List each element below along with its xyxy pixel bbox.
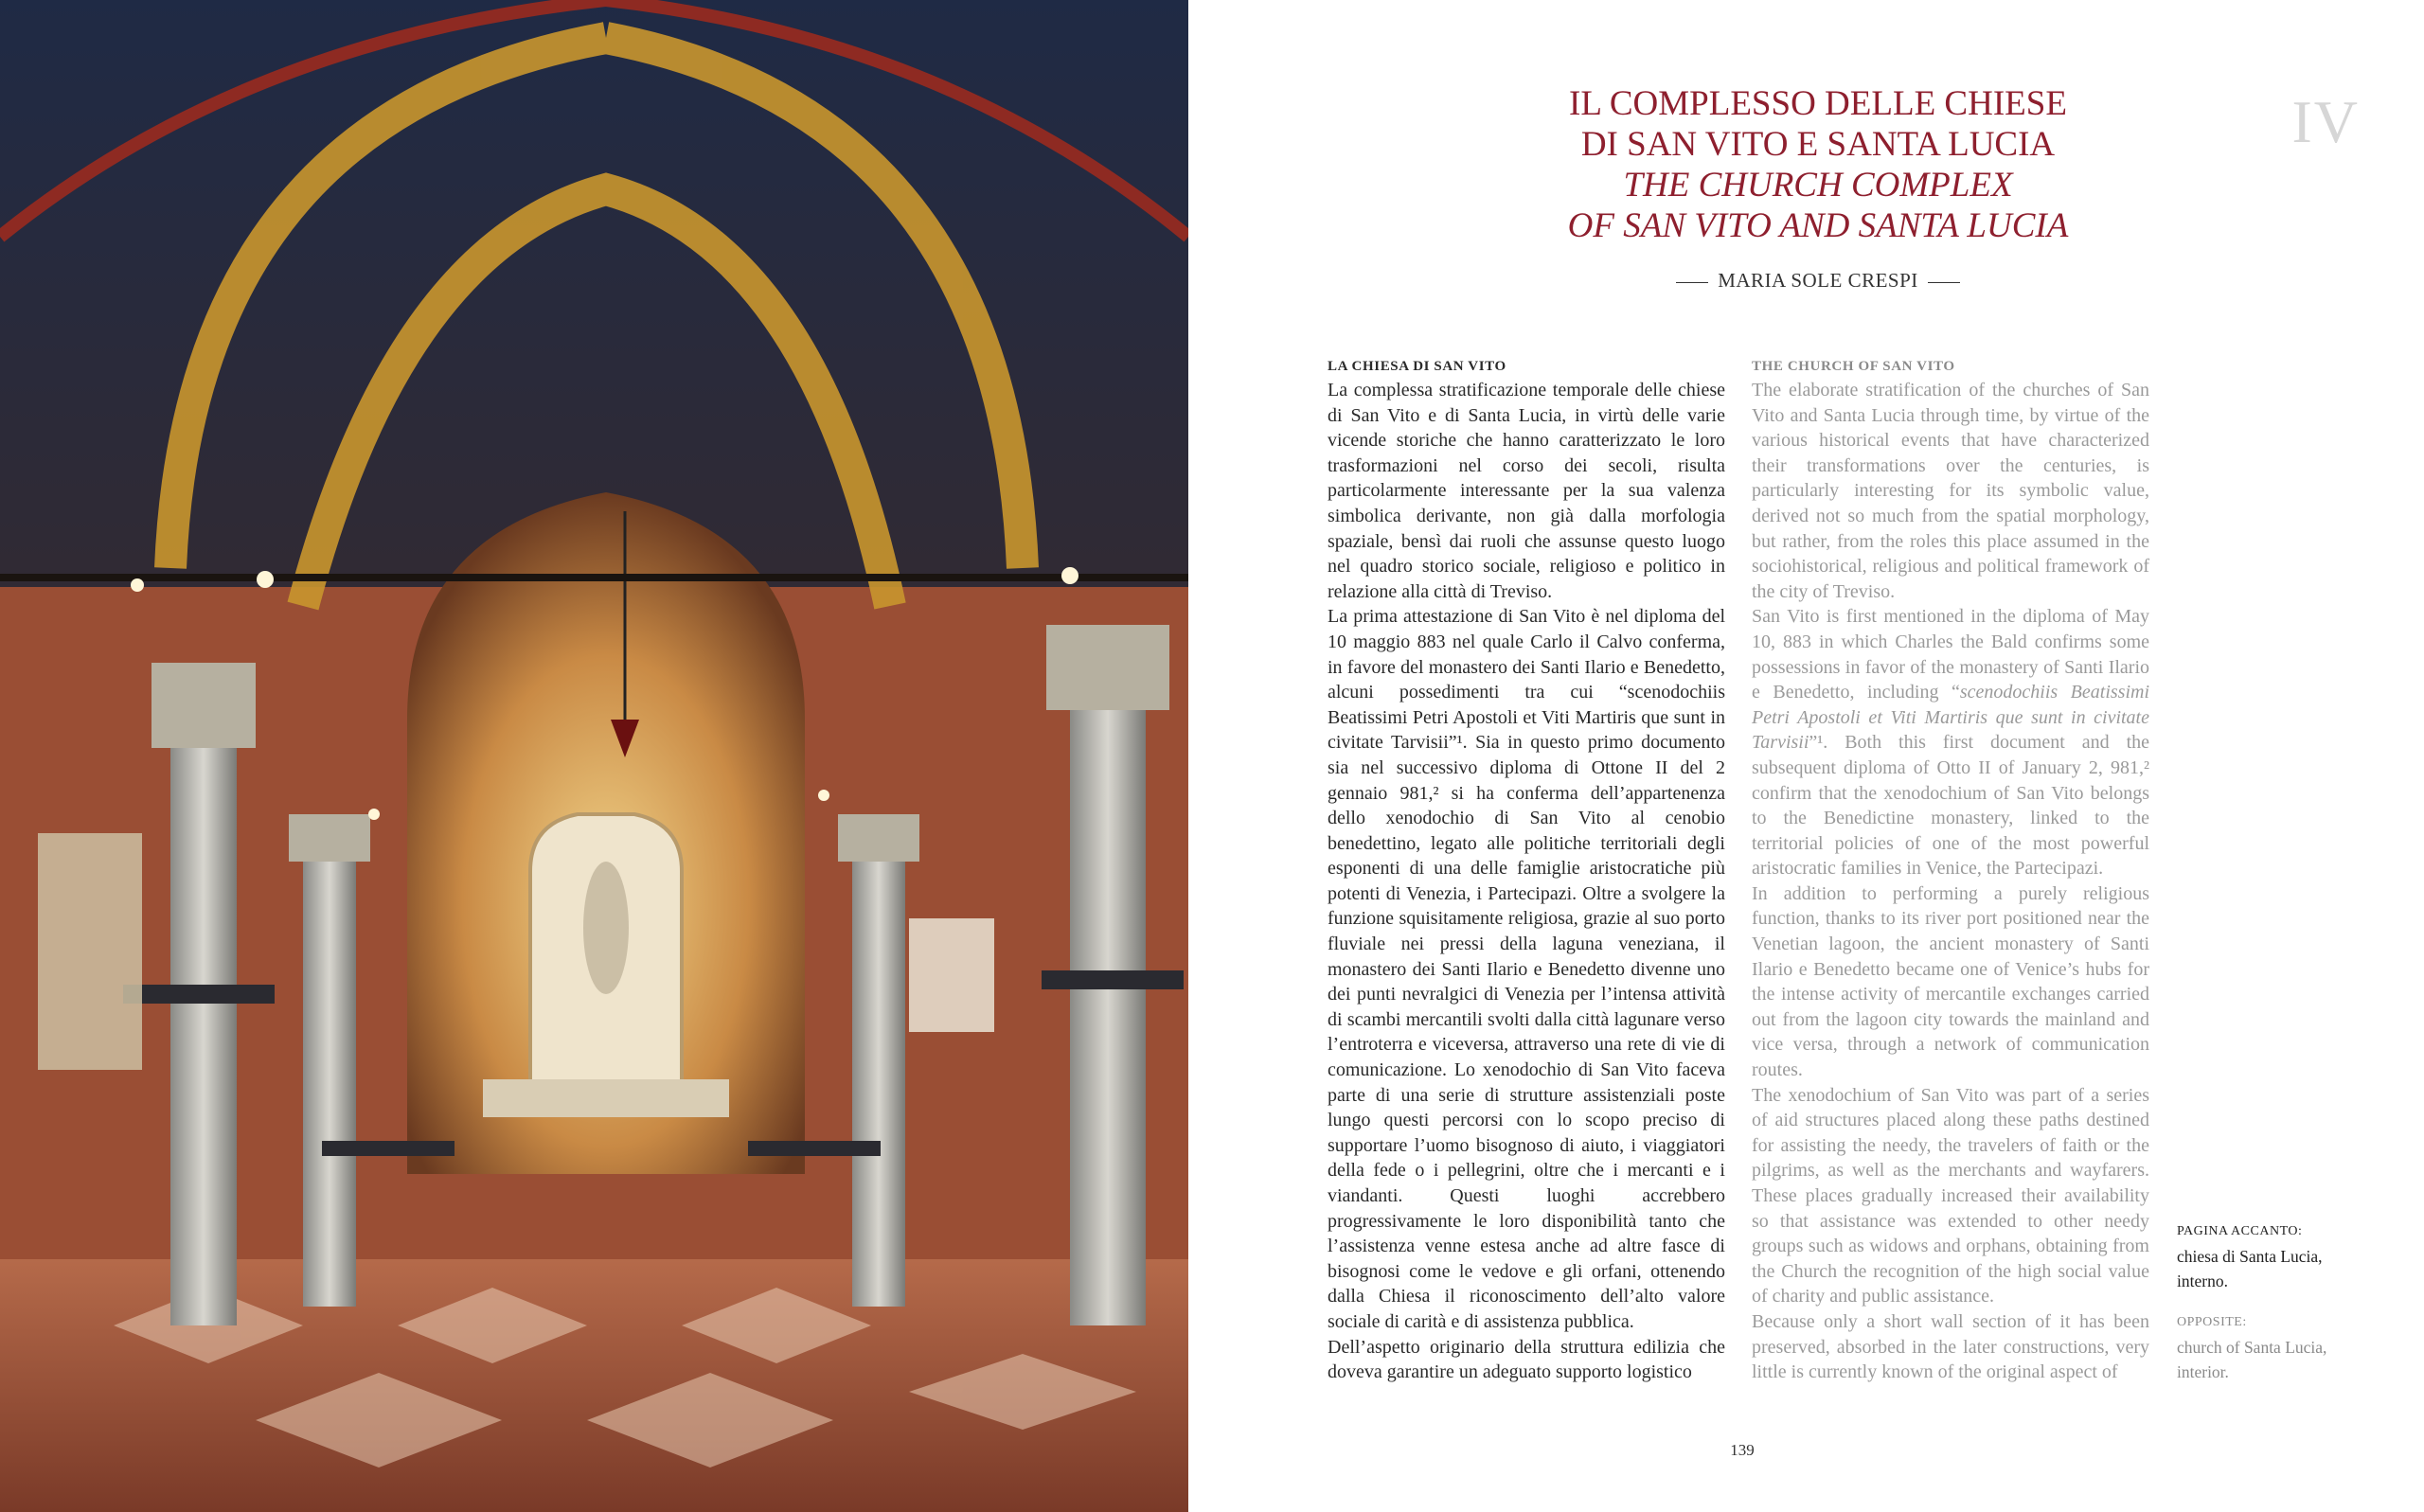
english-paragraph: Because only a short wall section of it has been preserved, absorbed in the later constructions, very little is currently known of the original aspect of bbox=[1752, 1310, 2149, 1383]
english-text: ”¹. Both this first document and the subsequent diploma of Otto II of January 2, 981,² confirm that the xenodochium of San Vito belongs to the Benedictine monastery, linked to the territorial policies of one of the most powerful aristocratic families in Venice, the Partecipazi. bbox=[1752, 732, 2149, 880]
caption-italian bbox=[2177, 1219, 2366, 1293]
english-text: San Vito is first mentioned in the diploma of May 10, 883 in which Charles the Bald confirms some possessions in favor of the monastery of Santi Ilario e Benedetto, including “ bbox=[1752, 606, 2149, 703]
english-paragraph: In addition to performing a purely religious function, thanks to its river port positioned near the Venetian lagoon, the ancient monastery of Santi Ilario e Benedetto became one of Venice’s hubs for the intense activity of mercantile exchanges carried out from the lagoon city towards the mainland and vice versa, through a network of communication routes. bbox=[1752, 882, 2149, 1081]
english-heading: THE CHURCH OF SAN VITO bbox=[1752, 359, 1955, 374]
caption-it-text: chiesa di Santa Lucia, bbox=[2177, 1247, 2323, 1266]
caption-it-label: PAGINA ACCANTO: bbox=[2177, 1224, 2303, 1238]
chapter-title bbox=[1458, 83, 2178, 246]
title-it-line1: IL COMPLESSO DELLE CHIESE bbox=[1569, 84, 2067, 123]
title-en-line1: THE CHURCH COMPLEX bbox=[1623, 166, 2013, 205]
church-interior-photo bbox=[0, 0, 1188, 1512]
page-number: 139 bbox=[1730, 1441, 1755, 1459]
title-en-line2: OF SAN VITO AND SANTA LUCIA bbox=[1567, 206, 2069, 245]
italian-paragraph: La prima attestazione di San Vito è nel diploma del 10 maggio 883 nel quale Carlo il Calvo conferma, in favore del monastero dei Santi Ilario e Benedetto, alcuni possedimenti tra cui “scenodochiis Beatissimi Petri Apostoli et Viti Martiris que sunt in civitate Tarvisii”¹. Sia in questo primo documento sia nel successivo diploma di Ottone II del 2 gennaio 981,² si ha conferma dell’appartenenza dello xenodochio di San Vito al cenobio benedettino, legato alle politiche territoriali degli esponenti di una delle famiglie aristocratiche più potenti di Venezia, i Partecipazi. Oltre a svolgere la funzione squisitamente religiosa, grazie al suo porto fluviale nei pressi della laguna veneziana, il monastero dei Santi Ilario e Benedetto divenne uno dei punti nevralgici di Venezia per l’intensa attività di scambi mercantili svolti dalla città lagunare verso l’entroterra e viceversa, attraverso una rete di vie di comunicazione. Lo xenodochio di San Vito faceva parte di una serie di strutture assistenziali poste lungo questi percorsi con lo scopo preciso di supportare l’uomo bisognoso di aiuto, i viaggiatori della fede o i pellegrini, oltre che i mercanti e i viandanti. Questi luoghi accrebbero progressivamente le loro disponibilità tanto che l’assistenza venne estesa anche ad altre fasce di bisognosi come le vedove e gli orfani, ottenendo dalla Chiesa il riconoscimento dell’alto valore sociale di carità e di assistenza pubblica. bbox=[1328, 606, 1725, 1332]
italian-paragraph: La complessa stratificazione temporale delle chiese di San Vito e di Santa Lucia, in virtù delle varie vicende storiche che hanno caratterizzato le loro trasformazioni nel corso dei secoli, risulta particolarmente interessante per la sua valenza simbolica derivante, non già dalla morfologia spaziale, bensì dai ruoli che assunse questo luogo nel quadro storico sociale, religioso e politico in relazione alla città di Treviso. bbox=[1328, 380, 1725, 602]
author-rule-right bbox=[1928, 282, 1960, 283]
italian-column bbox=[1328, 357, 1725, 1385]
photo-caption bbox=[2177, 1219, 2366, 1384]
church-interior-illustration bbox=[0, 0, 1188, 1512]
english-column bbox=[1752, 357, 2149, 1385]
title-it-line2: DI SAN VITO E SANTA LUCIA bbox=[1580, 125, 2056, 164]
chapter-number: IV bbox=[2291, 88, 2360, 155]
english-paragraph: The elaborate stratification of the churches of San Vito and Santa Lucia through time, by virtue of the various historical events that have characterized their transformations over the centuries, is particularly interesting for its symbolic value, derived not so much from the spatial morphology, but rather, from the roles this place assumed in the sociohistorical, religious and political framework of the city of Treviso. bbox=[1752, 380, 2149, 602]
italian-heading: LA CHIESA DI SAN VITO bbox=[1328, 359, 1506, 374]
author-byline bbox=[1458, 269, 2178, 293]
english-paragraph: The xenodochium of San Vito was part of a series of aid structures placed along these paths destined for assisting the needy, the travelers of faith or the pilgrims, as well as the merchants and wayfarers. These places gradually increased their availability so that assistance was extended to other needy groups such as widows and orphans, obtaining from the Church the recognition of the high social value of charity and public assistance. bbox=[1752, 1084, 2149, 1307]
caption-english bbox=[2177, 1310, 2366, 1384]
caption-en-text: church of Santa Lucia, bbox=[2177, 1338, 2327, 1357]
caption-en-label: OPPOSITE: bbox=[2177, 1315, 2247, 1329]
latin-quote: scenodochiis Beatissimi Petri Apostoli et Viti Martiris que sunt in civitate Tarvisii bbox=[1752, 682, 2150, 754]
english-paragraph bbox=[1752, 604, 2149, 881]
caption-it-text: interno. bbox=[2177, 1272, 2228, 1290]
italian-paragraph: Dell’aspetto originario della struttura edilizia che doveva garantire un adeguato supporto logistico bbox=[1328, 1336, 1725, 1383]
caption-en-text: interior. bbox=[2177, 1362, 2229, 1381]
author-rule-left bbox=[1676, 282, 1708, 283]
author-name: MARIA SOLE CRESPI bbox=[1718, 269, 1918, 292]
